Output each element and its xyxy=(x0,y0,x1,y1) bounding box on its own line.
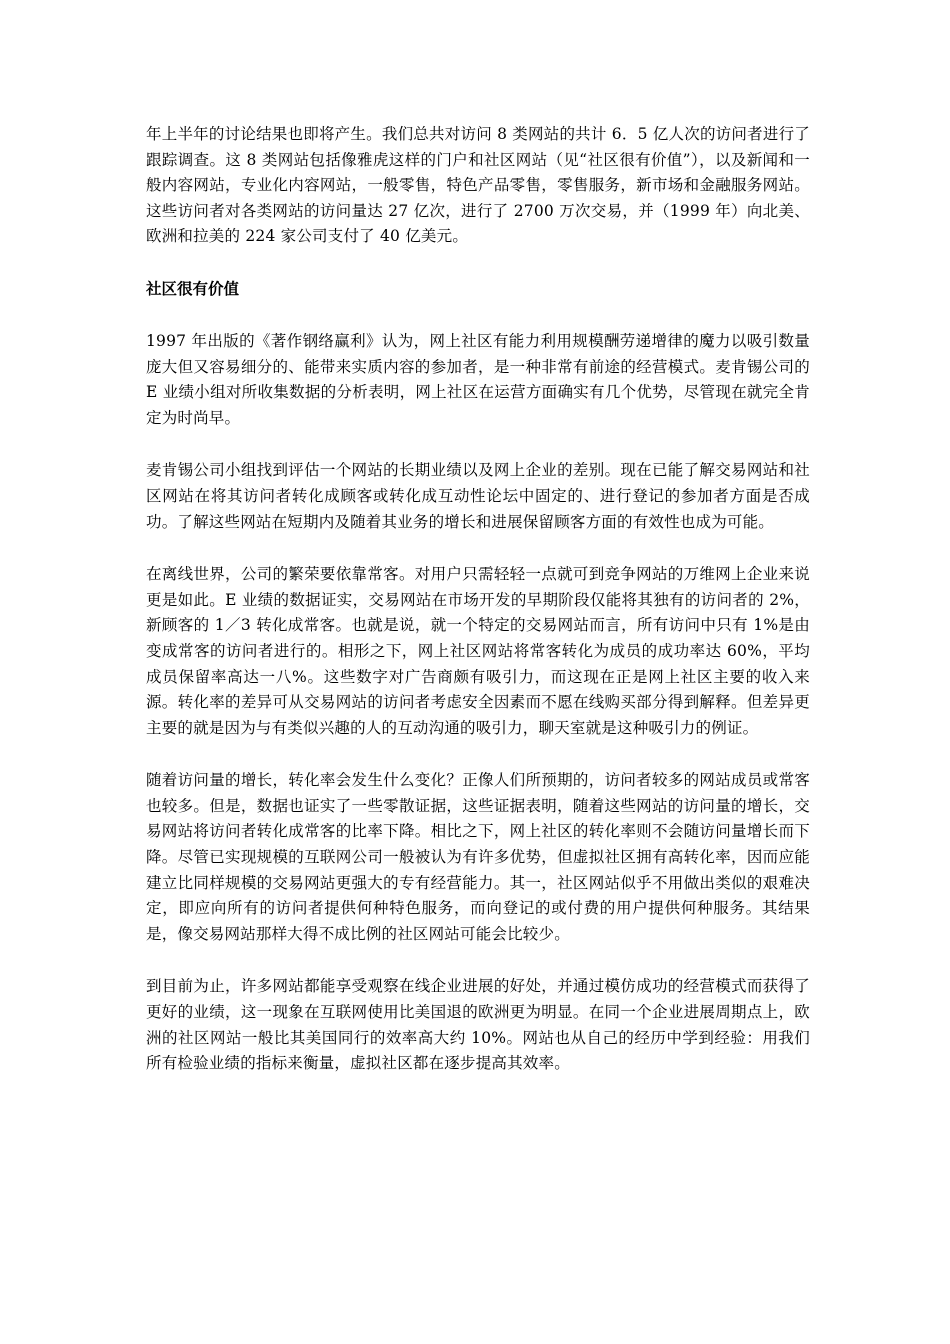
intro-paragraph: 年上半年的讨论结果也即将产生。我们总共对访问 8 类网站的共计 6．5 亿人次的访问者进行了跟踪调查。这 8 类网站包括像雅虎这样的门户和社区网站（见“社区很有价值”），以及新闻和一般内容网站，专业化内容网站，一般零售，特色产品零售，零售服务，新市场和金融服务网站。这些访问者对各类网站的访问量达 27 亿次，进行了 2700 万次交易，并（1999 年）向北美、欧洲和拉美的 224 家公司支付了 40 亿美元。 xyxy=(146,125,810,246)
body-paragraph-3: 在离线世界，公司的繁荣要依靠常客。对用户只需轻轻一点就可到竞争网站的万维网上企业来说更是如此。E 业绩的数据证实，交易网站在市场开发的早期阶段仅能将其独有的访问者的 2%，新顾客的 1／3 转化成常客。也就是说，就一个特定的交易网站而言，所有访问中只有 1%是由变成常客的访问者进行的。相形之下，网上社区网站将常客转化为成员的成功率达 60%，平均成员保留率高达一八%。这些数字对广告商颇有吸引力，而这现在正是网上社区主要的收入来源。转化率的差异可从交易网站的访问者考虑安全因素而不愿在线购买部分得到解释。但差异更主要的就是因为与有类似兴趣的人的互动沟通的吸引力，聊天室就是这种吸引力的例证。 xyxy=(146,565,810,737)
body-paragraph-5: 到目前为止，许多网站都能享受观察在线企业进展的好处，并通过模仿成功的经营模式而获得了更好的业绩，这一现象在互联网使用比美国退的欧洲更为明显。在同一个企业进展周期点上，欧洲的社区网站一般比其美国同行的效率高大约 10%。网站也从自己的经历中学到经验：用我们所有检验业绩的指标来衡量，虚拟社区都在逐步提高其效率。 xyxy=(146,977,810,1073)
body-paragraph-2: 麦肯锡公司小组找到评估一个网站的长期业绩以及网上企业的差别。现在已能了解交易网站和社区网站在将其访问者转化成顾客或转化成互动性论坛中固定的、进行登记的参加者方面是否成功。了解这些网站在短期内及随着其业务的增长和进展保留顾客方面的有效性也成为可能。 xyxy=(146,461,810,531)
body-paragraph-1: 1997 年出版的《著作钢络赢利》认为，网上社区有能力利用规模酬劳递增律的魔力以吸引数量庞大但又容易细分的、能带来实质内容的参加者，是一种非常有前途的经营模式。麦肯锡公司的 E 业绩小组对所收集数据的分析表明，网上社区在运营方面确实有几个优势，尽管现在就完全肯定为时尚早。 xyxy=(146,331,810,427)
body-paragraph-4: 随着访问量的增长，转化率会发生什么变化？正像人们所预期的，访问者较多的网站成员或常客也较多。但是，数据也证实了一些零散证据，这些证据表明，随着这些网站的访问量的增长，交易网站将访问者转化成常客的比率下降。相比之下，网上社区的转化率则不会随访问量增长而下降。尽管已实现规模的互联网公司一般被认为有许多优势，但虚拟社区拥有高转化率，因而应能建立比同样规模的交易网站更强大的专有经营能力。其一，社区网站似乎不用做出类似的艰难决定，即应向所有的访问者提供何种特色服务，而向登记的或付费的用户提供何种服务。其结果是，像交易网站那样大得不成比例的社区网站可能会比较少。 xyxy=(146,771,810,943)
document-page xyxy=(146,122,810,1077)
section-heading: 社区很有价值 xyxy=(146,278,240,298)
